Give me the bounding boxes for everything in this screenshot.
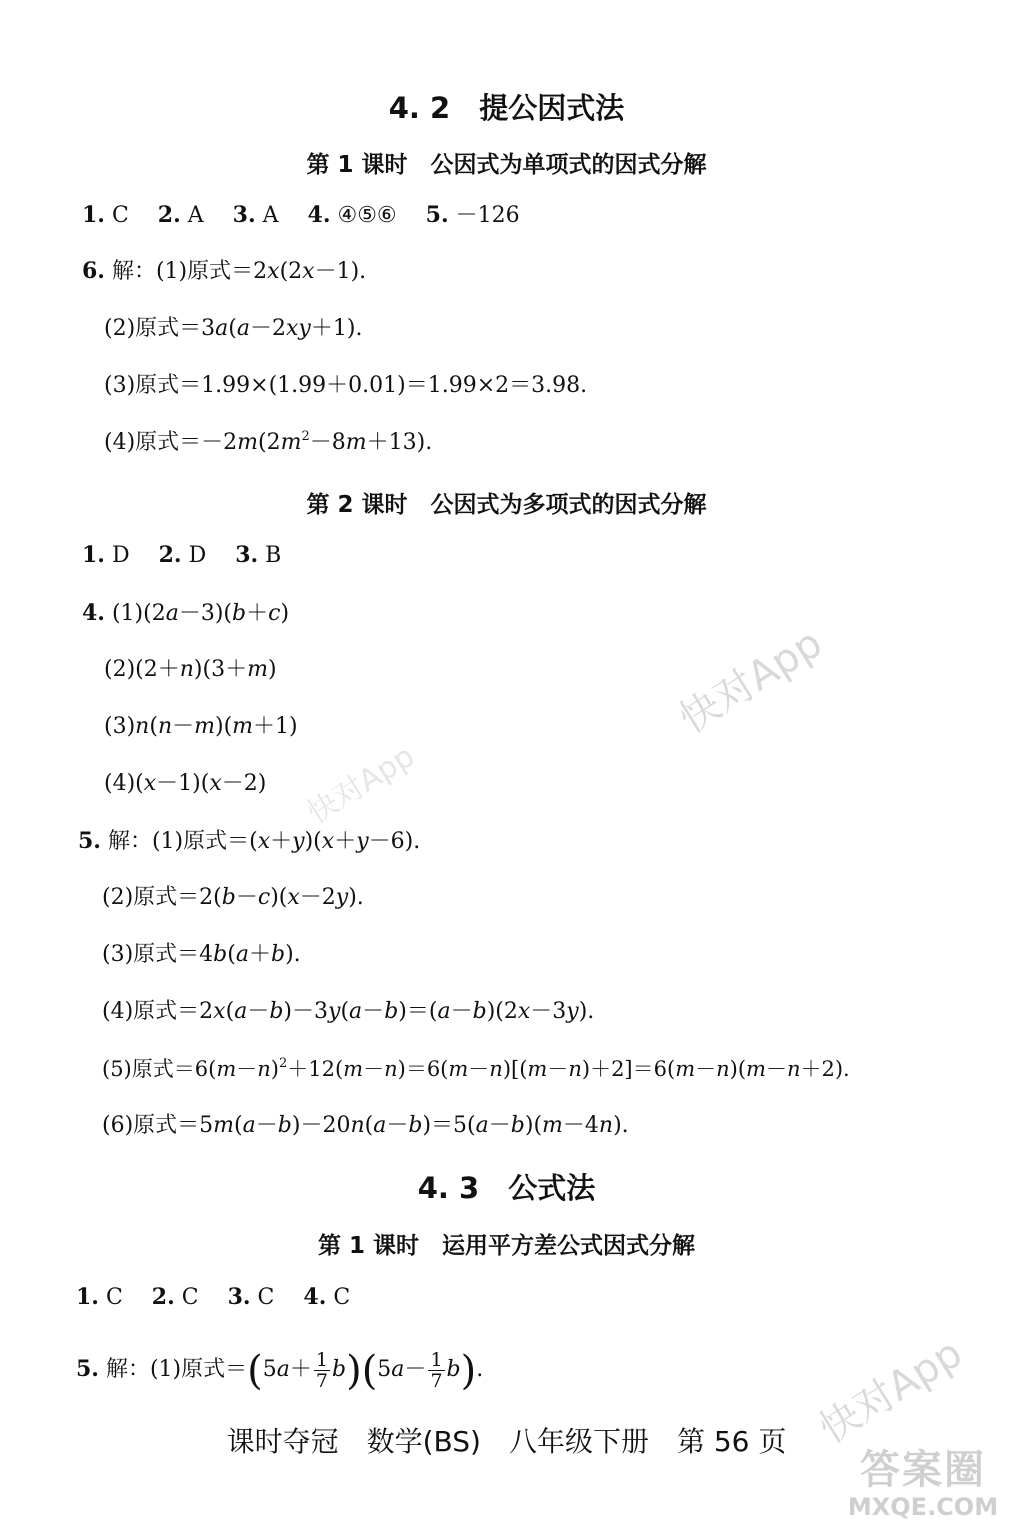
- answer-5-1: 5. 解：(1)原式＝(x＋y)(x＋y－6).: [78, 828, 421, 854]
- logo-url: MXQE.COM: [847, 1493, 999, 1521]
- lesson-heading-4-2-1: 第 1 课时 公因式为单项式的因式分解: [306, 152, 707, 178]
- answer-6-1: 6. 解：(1)原式＝2x(2x－1).: [82, 258, 367, 284]
- lesson-heading-4-3-1: 第 1 课时 运用平方差公式因式分解: [317, 1233, 696, 1259]
- answer-6-3: (3)原式＝1.99×(1.99＋0.01)＝1.99×2＝3.98.: [104, 373, 588, 398]
- answer-6-4: (4)原式$=-2m(2m^2-8m+13)$.: [104, 429, 433, 455]
- section-heading-4-3: 4. 3 公式法: [417, 1171, 596, 1205]
- fraction-one-seventh: $\frac{1}{7}$: [430, 1348, 443, 1392]
- answer-4-4: (4)(x－1)(x－2): [104, 771, 267, 796]
- watermark: 快对App: [301, 738, 421, 832]
- answer-4-1: 4. (1)(2a－3)(b＋c): [82, 600, 290, 626]
- section-heading-4-2: 4. 2 提公因式法: [388, 91, 625, 125]
- answer-5-6: (6)原式＝5m(a－b)－20n(a－b)＝5(a－b)(m－4n).: [102, 1113, 629, 1138]
- fraction-one-seventh: $\frac{1}{7}$: [315, 1348, 328, 1392]
- lesson-heading-4-2-2: 第 2 课时 公因式为多项式的因式分解: [306, 492, 707, 518]
- site-logo: [838, 1448, 1008, 1532]
- answer-5-2: (2)原式＝2(b－c)(x－2y).: [102, 885, 364, 910]
- watermark: 快对App: [671, 620, 831, 743]
- choice-answers-row: 1. C 2. A 3. A 4. ④⑤⑥ 5. －126: [82, 202, 520, 228]
- answer-5-3: (3)原式＝4b(a＋b).: [102, 942, 301, 967]
- answer-6-2: (2)原式＝3a(a－2xy＋1).: [104, 316, 363, 341]
- answer-4-3: (3)n(n－m)(m＋1): [104, 714, 298, 739]
- answer-5-4: (4)原式＝2x(a－b)－3y(a－b)＝(a－b)(2x－3y).: [102, 999, 595, 1024]
- choice-answers-row: 1. D 2. D 3. B: [82, 542, 282, 568]
- logo-text: 答案圈: [860, 1447, 986, 1493]
- answer-5-5: (5)原式$=6(m-n)^2+12(m-n)=6(m-n)[(m-n)+2]=6(m-n)(m-n+2)$.: [102, 1056, 850, 1081]
- answer-5-1-fractions: 5. 解：(1)原式＝(5a＋ $\frac{1}{7}$ b)(5a－ $\frac{1}{7}$ b).: [76, 1348, 484, 1394]
- watermark: 快对App: [811, 1330, 971, 1453]
- answer-4-2: (2)(2＋n)(3＋m): [104, 657, 277, 682]
- choice-answers-row: 1. C 2. C 3. C 4. C: [76, 1284, 351, 1310]
- page-footer: 课时夺冠 数学(BS) 八年级下册 第 56 页: [226, 1425, 787, 1458]
